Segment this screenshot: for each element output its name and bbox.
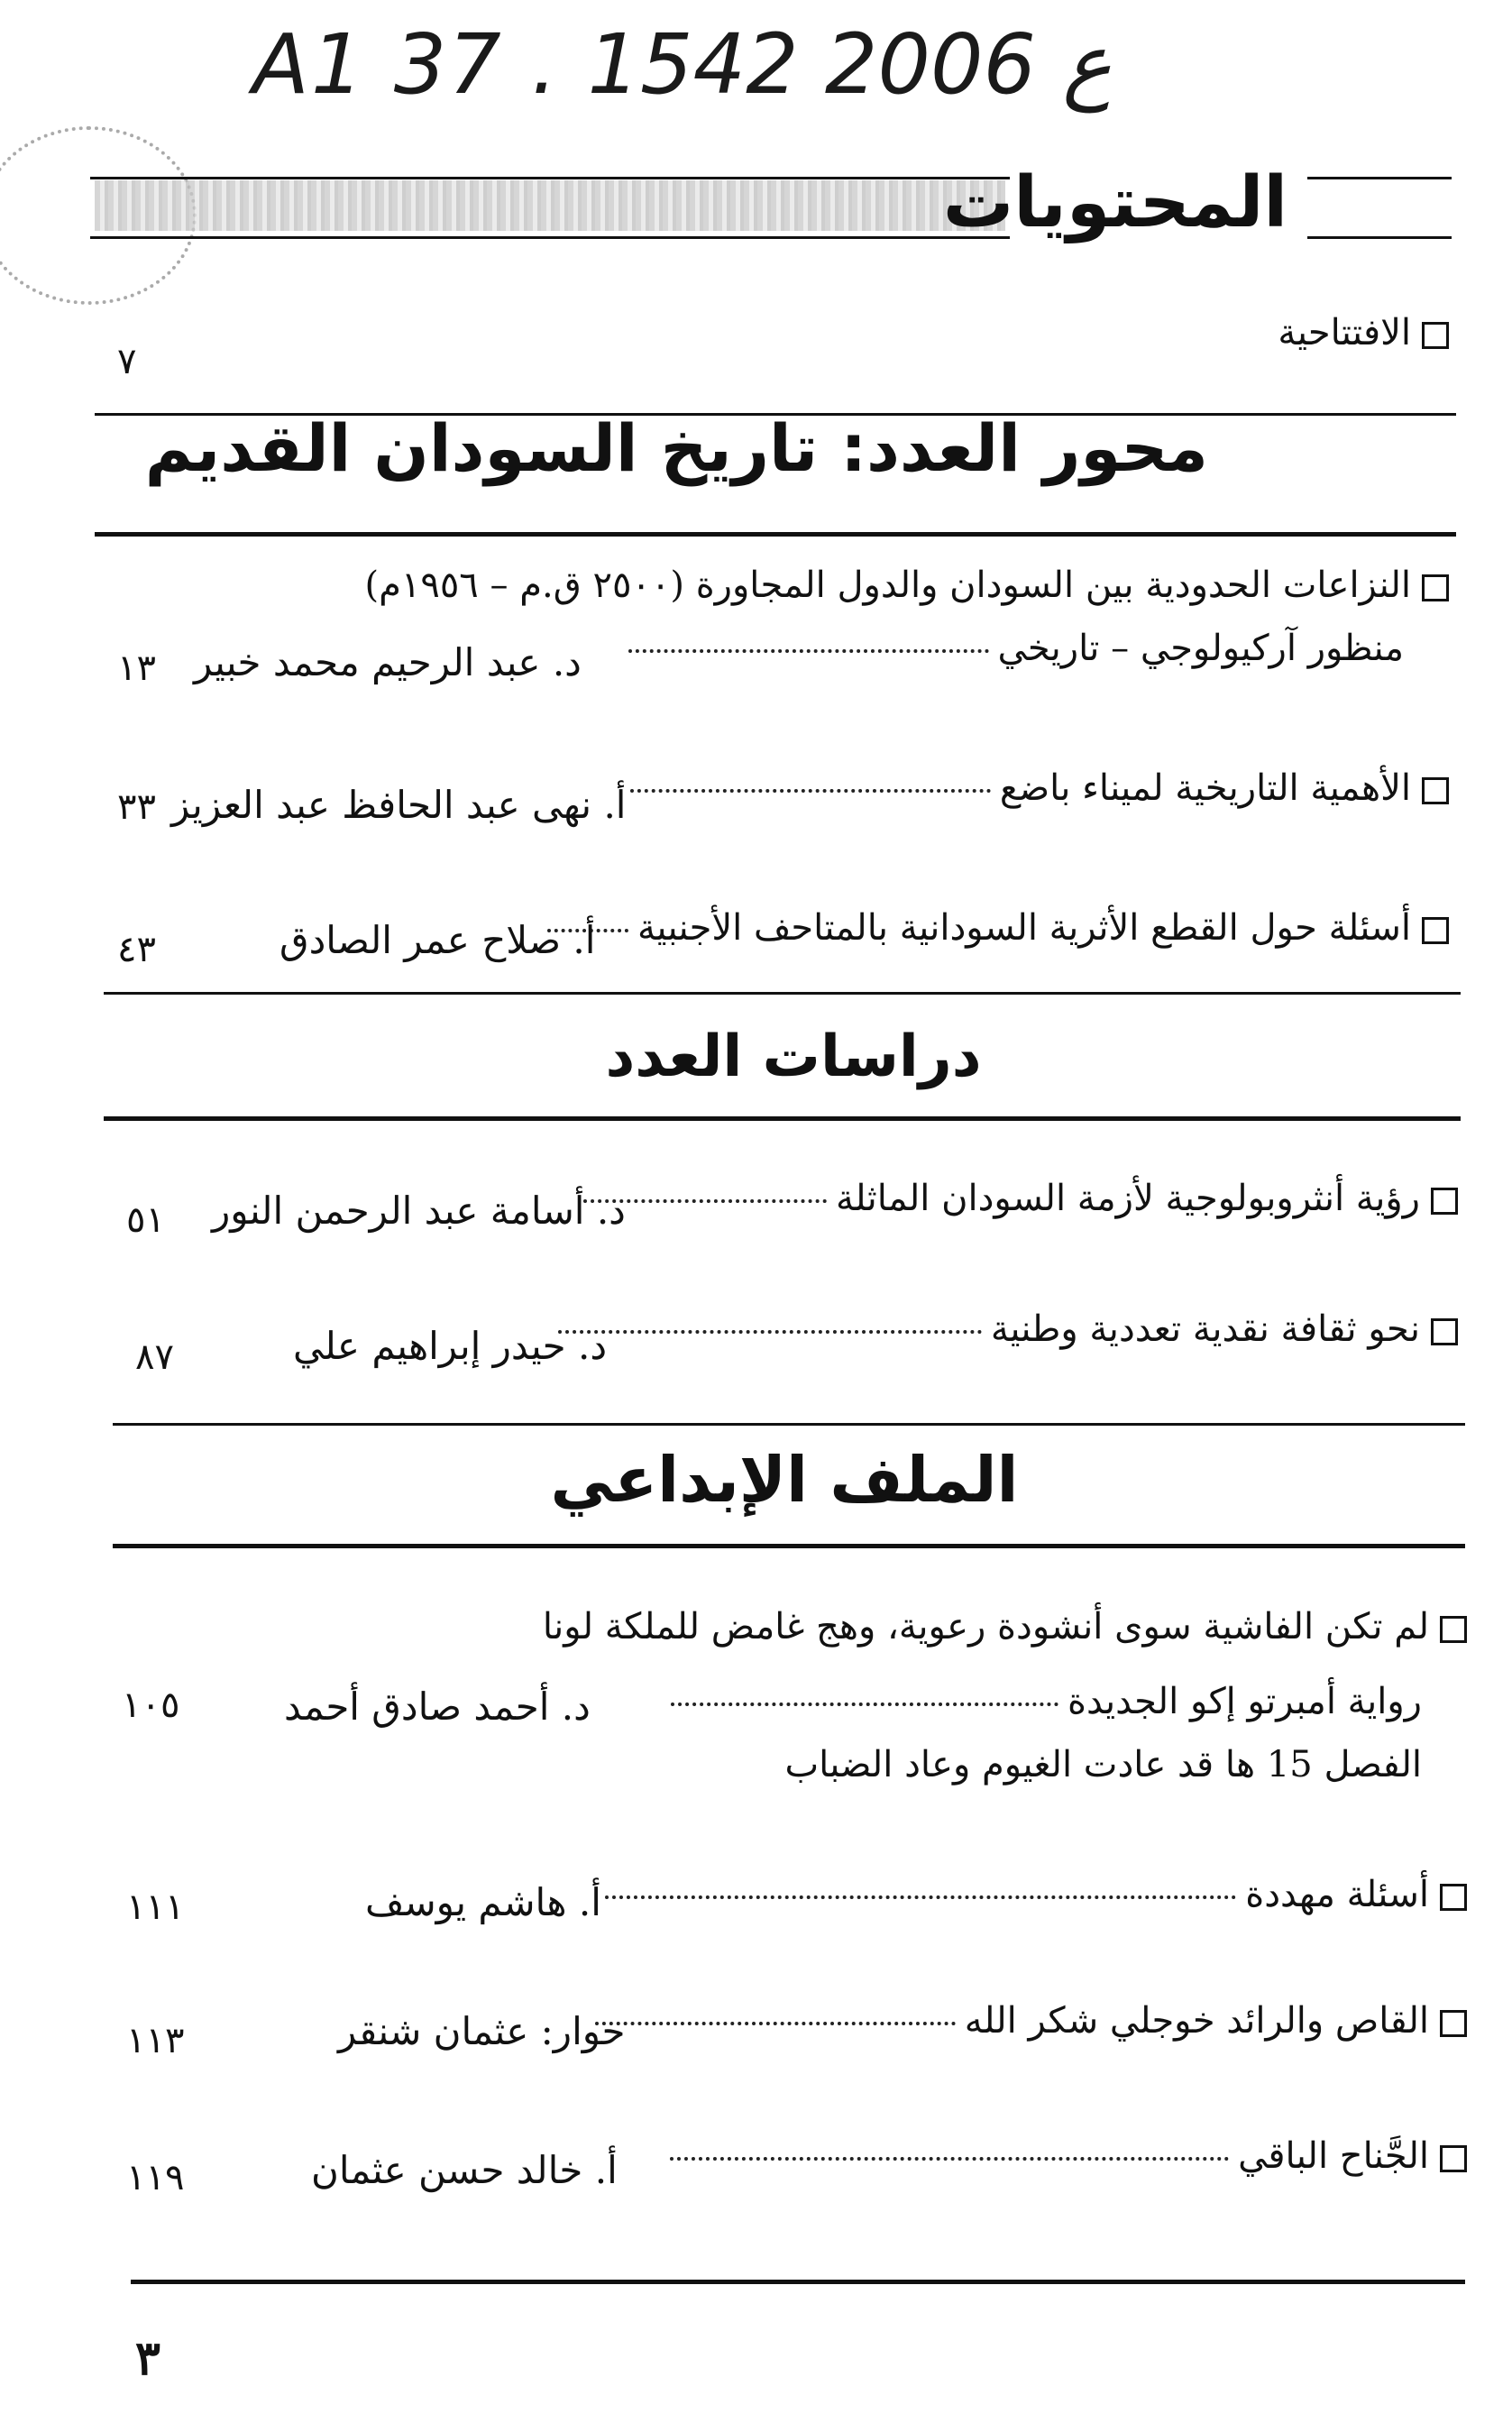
entry-page: ٤٣ bbox=[117, 929, 156, 970]
entry-title: النزاعات الحدودية بين السودان والدول المجاورة (٢٥٠٠ ق.م – ١٩٥٦م) bbox=[364, 564, 1411, 606]
entry-page: ١٠٥ bbox=[122, 1684, 180, 1726]
handwritten-note: A1 37 . ع 2006 1542 bbox=[252, 16, 1113, 113]
entry-subtitle: الفصل 15 ها قد عادت الغيوم وعاد الضباب bbox=[784, 1744, 1422, 1785]
entry-title: الافتتاحية bbox=[1278, 312, 1411, 353]
divider bbox=[95, 532, 1456, 537]
toc-entry[interactable] bbox=[596, 1868, 1467, 1921]
entry-author: د. أسامة عبد الرحمن النور bbox=[212, 1189, 626, 1233]
entry-author: حوار: عثمان شنقر bbox=[338, 2009, 626, 2053]
checkbox-icon bbox=[1422, 917, 1449, 944]
entry-title: القاص والرائد خوجلي شكر الله bbox=[964, 2000, 1429, 2042]
footer-rule bbox=[131, 2280, 1465, 2284]
entry-page: ١١٩ bbox=[126, 2157, 185, 2198]
leader-dots bbox=[628, 649, 989, 653]
entry-page: ٣٣ bbox=[117, 786, 156, 828]
divider bbox=[113, 1544, 1465, 1548]
entry-subtitle: رواية أمبرتو إكو الجديدة bbox=[1068, 1681, 1422, 1722]
entry-title: الأهمية التاريخية لميناء باضع bbox=[999, 767, 1411, 809]
toc-entry-subtitle bbox=[619, 622, 1405, 675]
entry-title: نحو ثقافة نقدية تعددية وطنية bbox=[990, 1308, 1420, 1350]
toc-entry[interactable] bbox=[574, 1172, 1458, 1225]
checkbox-icon bbox=[1422, 574, 1449, 601]
toc-entry[interactable] bbox=[549, 1303, 1458, 1355]
toc-entry-subtitle bbox=[784, 1739, 1422, 1791]
entry-author: أ. خالد حسن عثمان bbox=[311, 2148, 618, 2192]
entry-author: أ. صلاح عمر الصادق bbox=[279, 918, 596, 962]
entry-author: د. عبد الرحيم محمد خبير bbox=[194, 640, 582, 684]
toc-entry[interactable] bbox=[538, 902, 1449, 954]
page-title: المحتويات bbox=[942, 162, 1288, 243]
title-rule-top bbox=[90, 177, 1010, 179]
entry-subtitle: منظور آركيولوجي – تاريخي bbox=[997, 628, 1404, 669]
title-rule-bottom-right bbox=[1307, 236, 1452, 239]
leader-dots bbox=[630, 789, 991, 793]
entry-title: لم تكن الفاشية سوى أنشودة رعوية، وهج غامض للملكة لونا bbox=[542, 1606, 1429, 1647]
divider bbox=[104, 992, 1461, 995]
toc-entry[interactable] bbox=[543, 1601, 1467, 1653]
entry-page: ٧ bbox=[117, 341, 137, 382]
checkbox-icon bbox=[1422, 777, 1449, 804]
page-number: ٣ bbox=[135, 2331, 160, 2386]
entry-title: أسئلة مهددة bbox=[1245, 1874, 1429, 1915]
checkbox-icon bbox=[1440, 2010, 1467, 2037]
entry-page: ١١٣ bbox=[126, 2020, 185, 2061]
checkbox-icon bbox=[1440, 1884, 1467, 1911]
entry-page: ١٣ bbox=[117, 647, 156, 689]
title-rule-top-right bbox=[1307, 177, 1452, 179]
divider bbox=[113, 1423, 1465, 1426]
entry-title: أسئلة حول القطع الأثرية السودانية بالمتاحف الأجنبية bbox=[637, 907, 1411, 949]
toc-entry-subtitle bbox=[662, 1675, 1422, 1728]
toc-entry[interactable] bbox=[661, 2130, 1467, 2182]
leader-dots bbox=[671, 1703, 1058, 1706]
entry-title: رؤية أنثروبولوجية لأزمة السودان الماثلة bbox=[835, 1178, 1420, 1219]
entry-author: د. أحمد صادق أحمد bbox=[284, 1684, 591, 1729]
toc-entry-opening[interactable] bbox=[1278, 307, 1449, 359]
entry-title: الجَّناح الباقي bbox=[1238, 2135, 1429, 2177]
section-heading-2: دراسات العدد bbox=[605, 1023, 982, 1090]
entry-author: أ. نهى عبد الحافظ عبد العزيز bbox=[171, 783, 627, 827]
entry-author: د. حيدر إبراهيم علي bbox=[293, 1324, 608, 1368]
checkbox-icon bbox=[1440, 2145, 1467, 2172]
toc-entry[interactable] bbox=[621, 762, 1449, 814]
title-decoration bbox=[95, 180, 1005, 231]
entry-author: أ. هاشم يوسف bbox=[365, 1880, 601, 1924]
checkbox-icon bbox=[1422, 322, 1449, 349]
section-heading-1: محور العدد: تاريخ السودان القديم bbox=[144, 410, 1208, 486]
checkbox-icon bbox=[1440, 1616, 1467, 1643]
title-rule-bottom bbox=[90, 236, 1010, 239]
leader-dots bbox=[605, 1895, 1236, 1899]
divider bbox=[104, 1116, 1461, 1121]
checkbox-icon bbox=[1431, 1318, 1458, 1345]
toc-entry[interactable] bbox=[586, 1995, 1467, 2047]
leader-dots bbox=[595, 2022, 956, 2025]
section-heading-3: الملف الإبداعي bbox=[550, 1443, 1019, 1517]
entry-page: ٥١ bbox=[126, 1199, 165, 1241]
entry-page: ٨٧ bbox=[135, 1336, 174, 1378]
entry-page: ١١١ bbox=[126, 1886, 185, 1928]
toc-entry[interactable] bbox=[364, 559, 1449, 611]
leader-dots bbox=[670, 2157, 1229, 2161]
checkbox-icon bbox=[1431, 1188, 1458, 1215]
leader-dots bbox=[558, 1330, 982, 1334]
